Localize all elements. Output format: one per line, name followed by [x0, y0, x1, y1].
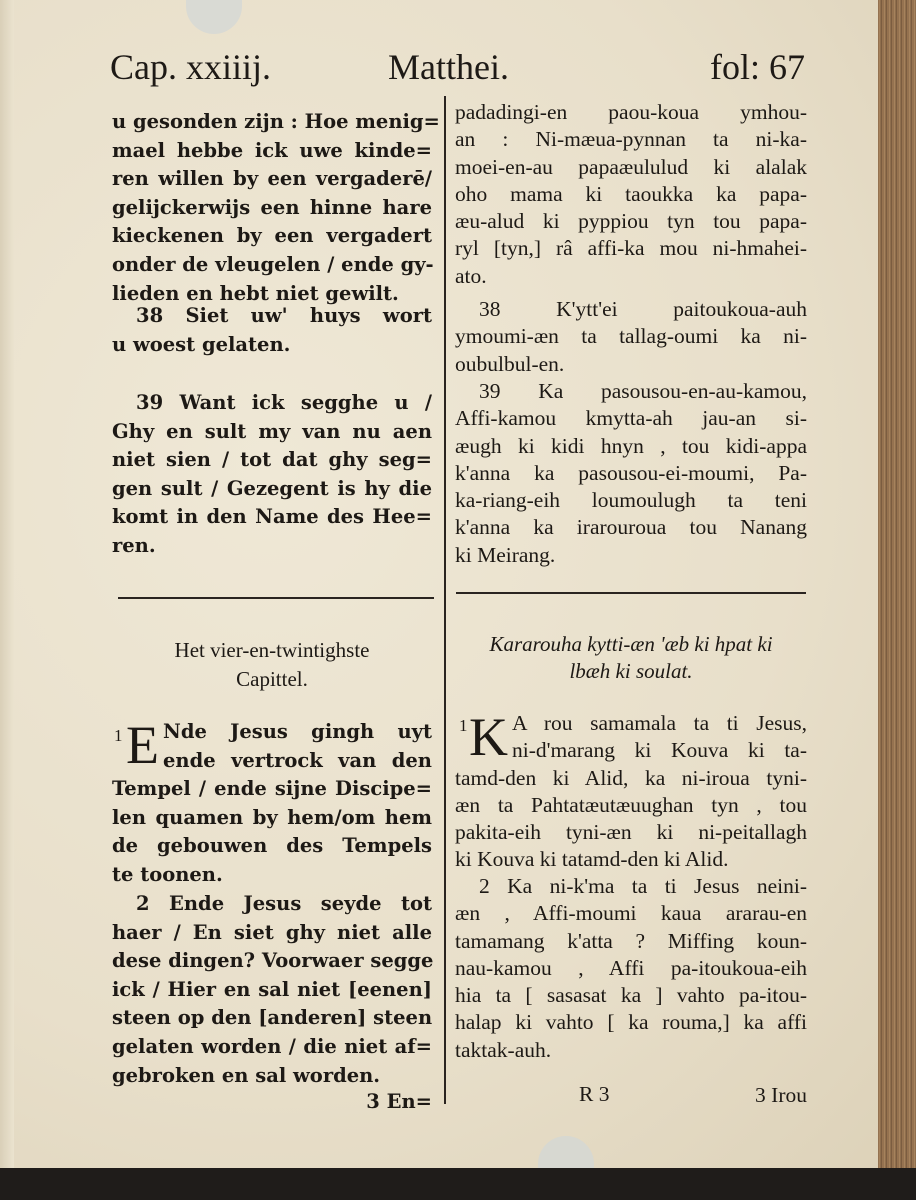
- text-line: u gesonden zijn : Hoe menig=: [112, 110, 440, 133]
- text-line: æn ta Pahtatæutæuughan tyn , tou: [455, 792, 807, 817]
- verse-38-text: [455, 296, 807, 378]
- text-line: k'anna ka irarouroua tou Nanang: [455, 515, 807, 540]
- text-line: haer / En siet ghy niet alle: [112, 920, 432, 944]
- page-edges: [878, 0, 916, 1175]
- text-line: moei-en-au papaæululud ki alalak: [455, 154, 807, 179]
- text-line: ren.: [112, 533, 156, 557]
- text-line: niet sien / tot dat ghy seg=: [112, 448, 432, 472]
- text-line: halap ki vahto [ ka rouma,] ka affi: [455, 1010, 807, 1035]
- text-line: Capittel.: [236, 666, 308, 691]
- page-clip-top: [186, 0, 242, 34]
- text-line: 2 Ka ni-k'ma ta ti Jesus neini-: [479, 874, 807, 898]
- folio-number: fol: 67: [710, 47, 805, 87]
- text-line: mael hebbe ick uwe kinde=: [112, 138, 432, 162]
- background-surface: [0, 1168, 916, 1200]
- text-line: ka-riang-eih loumoulugh ta teni: [455, 488, 807, 513]
- verse-37-text: [455, 99, 807, 290]
- verse-2-text: [112, 890, 432, 1090]
- text-line: pakita-eih tyni-æn ki ni-peitallagh: [455, 820, 807, 845]
- text-line: u woest gelaten.: [112, 332, 291, 356]
- text-line: ende vertrock van den: [163, 748, 432, 772]
- chapter-heading: [455, 631, 807, 686]
- text-line: Nde Jesus gingh uyt: [163, 720, 432, 743]
- page-gutter: [0, 0, 14, 1168]
- catchword: 3 En=: [366, 1090, 432, 1113]
- text-line: oho mama ki taoukka ka papa-: [455, 181, 807, 206]
- verse-38-text: [112, 302, 432, 359]
- text-line: k'anna ka pasousou-ei-moumi, Pa-: [455, 460, 807, 485]
- text-line: tamamang k'atta ? Miffing koun-: [455, 928, 807, 953]
- text-line: len quamen by hem/om hem: [112, 805, 432, 829]
- verse-1-text: [112, 715, 432, 890]
- text-line: padadingi-en paou-koua ymhou-: [455, 100, 807, 124]
- chapter-heading: [112, 636, 432, 693]
- left-section-rule: [118, 597, 434, 599]
- text-line: gelijckerwijs een hinne hare: [112, 195, 432, 219]
- text-line: lbæh ki soulat.: [569, 659, 693, 684]
- running-head-book: Matthei.: [388, 47, 509, 87]
- catchword: 3 Irou: [755, 1083, 807, 1107]
- text-line: lieden en hebt niet gewilt.: [112, 281, 399, 305]
- text-line: dese dingen? Voorwaer segge: [112, 949, 434, 973]
- text-line: gen sult / Gezegent is hy die: [112, 476, 432, 500]
- text-line: an : Ni-mæua-pynnan ta ni-ka-: [455, 127, 807, 152]
- text-line: 39 Want ick segghe u /: [136, 391, 432, 414]
- text-line: Tempel / ende sijne Discipe=: [112, 777, 432, 801]
- text-line: ick / Hier en sal niet [eenen]: [112, 977, 432, 1001]
- text-line: ni-d'marang ki Kouva ki ta-: [512, 738, 807, 763]
- verse-39-text: [112, 389, 432, 561]
- text-line: ren willen by een vergaderē/: [112, 167, 432, 191]
- text-line: æu-alud ki pyppiou tyn tou papa-: [455, 209, 807, 234]
- running-head-chapter: Cap. xxiiij.: [110, 47, 271, 87]
- text-line: taktak-auh.: [455, 1037, 552, 1062]
- text-line: A rou samamala ta ti Jesus,: [512, 711, 807, 735]
- drop-cap: E: [126, 715, 159, 775]
- text-line: æn , Affi-moumi kaua ararau-en: [455, 901, 807, 926]
- verse-2-text: [455, 873, 807, 1064]
- text-line: gebroken en sal worden.: [112, 1063, 381, 1087]
- text-line: tamd-den ki Alid, ka ni-iroua tyni-: [455, 765, 807, 790]
- text-line: Affi-kamou kmytta-ah jau-an si-: [455, 406, 807, 431]
- text-line: komt in den Name des Hee=: [112, 505, 432, 529]
- text-line: ymoumi-æn ta tallag-oumi ka ni-: [455, 324, 807, 349]
- column-divider: [444, 96, 446, 1104]
- text-line: ki Meirang.: [455, 542, 556, 567]
- text-line: steen op den [anderen] steen: [112, 1006, 433, 1030]
- verse-number: 1: [114, 726, 123, 745]
- right-section-rule: [456, 592, 806, 594]
- signature-mark: R 3: [579, 1082, 610, 1106]
- text-line: de gebouwen des Tempels: [112, 834, 432, 858]
- text-line: Kararouha kytti-æn 'æb ki hpat ki: [489, 632, 773, 656]
- verse-39-text: [455, 378, 807, 569]
- text-line: 38 K'ytt'ei paitoukoua-auh: [479, 297, 807, 321]
- text-line: kieckenen by een vergadert: [112, 224, 432, 248]
- text-line: te toonen.: [112, 862, 223, 886]
- text-line: Ghy en sult my van nu aen: [112, 419, 432, 443]
- verse-number: 1: [459, 716, 468, 735]
- verse-1: [455, 707, 807, 874]
- text-line: hia ta [ sasasat ka ] vahto pa-itou-: [455, 983, 807, 1008]
- text-line: ato.: [455, 263, 487, 288]
- text-line: ki Kouva ki tatamd-den ki Alid.: [455, 847, 729, 872]
- text-line: gelaten worden / die niet af=: [112, 1034, 432, 1058]
- text-line: 38 Siet uw' huys wort: [136, 304, 432, 327]
- text-line: ryl [tyn,] râ affi-ka mou ni-hmahei-: [455, 236, 807, 261]
- text-line: nau-kamou , Affi pa-itoukoua-eih: [455, 955, 807, 980]
- verse-1: [112, 715, 432, 890]
- text-line: æugh ki kidi hnyn , tou kidi-appa: [455, 433, 807, 458]
- text-line: oubulbul-en.: [455, 351, 565, 376]
- text-line: onder de vleugelen / ende gy-: [112, 252, 434, 276]
- verse-37-text: [112, 108, 440, 308]
- text-line: Het vier-en-twintighste: [174, 638, 370, 662]
- text-line: 39 Ka pasousou-en-au-kamou,: [479, 379, 807, 403]
- drop-cap: K: [469, 707, 508, 767]
- text-line: 2 Ende Jesus seyde tot: [136, 892, 432, 915]
